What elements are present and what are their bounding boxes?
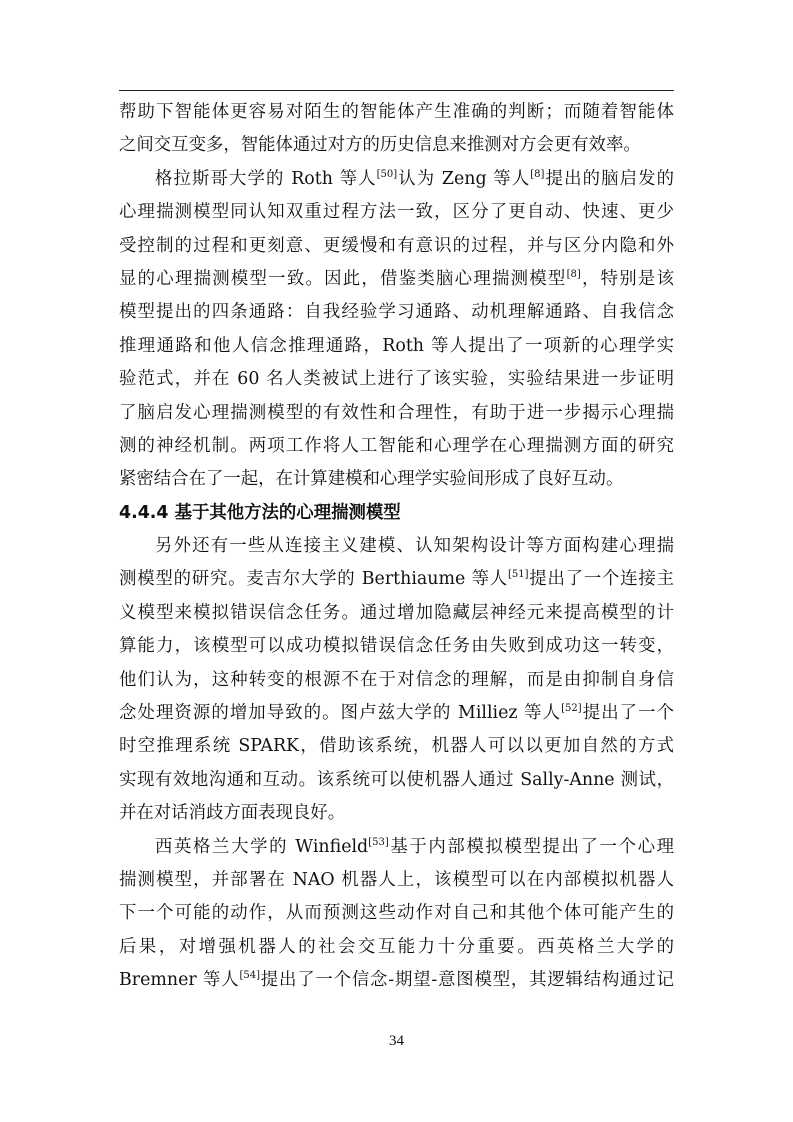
text-line: 模型提出的四条通路：自我经验学习通路、动机理解通路、自我信念 (119, 302, 674, 323)
citation-ref: [8] (566, 269, 581, 281)
text-line (119, 263, 674, 296)
text-span: 显的心理揣测模型一致。因此，借鉴类脑心理揣测模型 (119, 268, 567, 289)
text-span: 念处理资源的增加导致的。图卢兹大学的 Milliez 等人 (119, 703, 562, 724)
citation-ref: [51] (507, 569, 529, 581)
text-line: 了脑启发心理揣测模型的有效性和合理性，有助于进一步揭示心理揣 (119, 402, 674, 423)
text-line: 实现有效地沟通和互动。该系统可以使机器人通过 Sally-Anne 测试， (119, 769, 674, 790)
text-line (119, 964, 674, 997)
page-number: 34 (389, 1033, 404, 1049)
text-span: 基于内部模拟模型提出了一个心理 (388, 836, 674, 857)
text-line: 紧密结合在了一起，在计算建模和心理学实验间形成了良好互动。 (119, 469, 624, 490)
text-span: 提出了一个连接主 (528, 569, 674, 590)
text-span: Bremner 等人 (119, 970, 240, 991)
text-line: 验范式，并在 60 名人类被试上进行了该实验，实验结果进一步证明 (119, 369, 674, 390)
text-line: 并在对话消歧方面表现良好。 (119, 803, 346, 824)
text-line: 义模型来模拟错误信念任务。通过增加隐藏层神经元来提高模型的计 (119, 602, 674, 623)
paragraph-other-methods: 另外还有一些从连接主义建模、认知架构设计等方面构建心理揣 (155, 536, 674, 557)
citation-ref: [54] (239, 970, 260, 982)
paragraph-winfield (119, 831, 674, 864)
text-line: 时空推理系统 SPARK，借助该系统，机器人可以以更加自然的方式 (119, 736, 674, 757)
text-line: 受控制的过程和更刻意、更缓慢和有意识的过程，并与区分内隐和外 (119, 235, 674, 256)
text-line: 他们认为，这种转变的根源不在于对信念的理解，而是由抑制自身信 (119, 669, 674, 690)
text-span: 西英格兰大学的 Winfield (155, 836, 369, 857)
citation-ref: [50] (376, 168, 398, 180)
text-span: 格拉斯哥大学的 Roth 等人 (155, 168, 377, 189)
text-span: 提出的脑启发的 (544, 168, 674, 189)
paragraph-roth (119, 163, 674, 196)
header-rule (119, 90, 674, 91)
text-line: 下一个可能的动作，从而预测这些动作对自己和其他个体可能产生的 (119, 903, 674, 924)
text-span: 提出了一个 (581, 703, 674, 724)
text-line: 推理通路和他人信念推理通路，Roth 等人提出了一项新的心理学实 (119, 335, 674, 356)
citation-ref: [53] (368, 836, 389, 848)
text-line: 后果，对增强机器人的社会交互能力十分重要。西英格兰大学的 (119, 936, 674, 957)
text-line: 揣测模型，并部署在 NAO 机器人上，该模型可以在内部模拟机器人 (119, 869, 674, 890)
text-line: 帮助下智能体更容易对陌生的智能体产生准确的判断；而随着智能体 (119, 102, 674, 122)
text-span: 测模型的研究。麦吉尔大学的 Berthiaume 等人 (119, 569, 508, 590)
text-line: 算能力，该模型可以成功模拟错误信念任务由失败到成功这一转变， (119, 636, 674, 657)
citation-ref: [8] (530, 168, 545, 180)
text-span: ，特别是该 (580, 268, 674, 289)
section-heading: 4.4.4 基于其他方法的心理揣测模型 (119, 502, 401, 523)
text-span: 认为 Zeng 等人 (397, 168, 531, 189)
text-line: 测的神经机制。两项工作将人工智能和心理学在心理揣测方面的研究 (119, 435, 674, 456)
citation-ref: [52] (561, 703, 582, 715)
body-text (119, 96, 674, 998)
text-line (119, 697, 674, 730)
text-line (119, 563, 674, 596)
text-span: 提出了一个信念-期望-意图模型，其逻辑结构通过记 (259, 970, 674, 991)
text-line: 心理揣测模型同认知双重过程方法一致，区分了更自动、快速、更少 (119, 202, 674, 223)
text-line: 之间交互变多，智能体通过对方的历史信息来推测对方会更有效率。 (119, 135, 641, 156)
